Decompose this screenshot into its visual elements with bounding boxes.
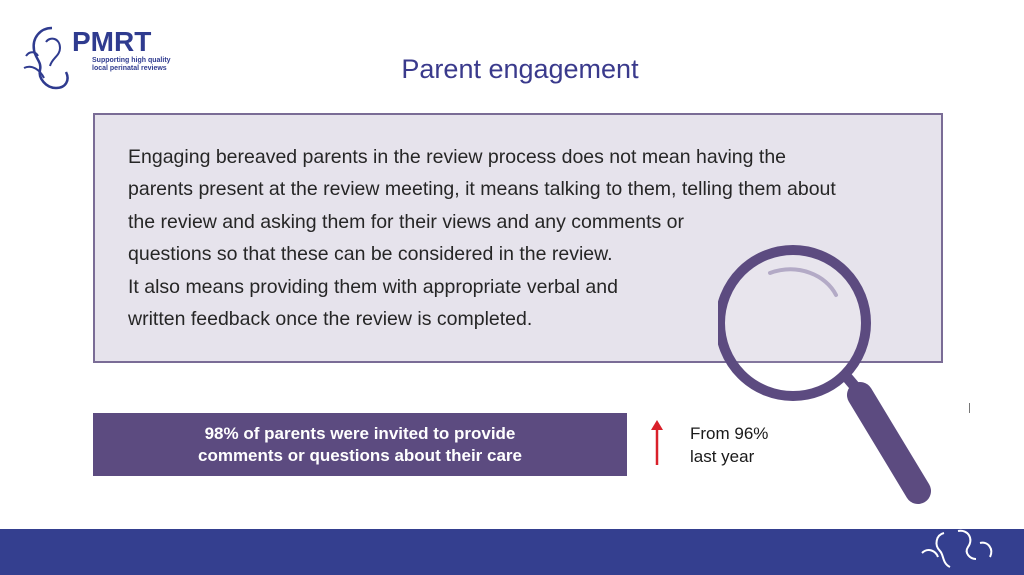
change-line-2: last year bbox=[690, 447, 755, 466]
divider-tick bbox=[969, 403, 970, 413]
stat-banner bbox=[93, 413, 627, 476]
footer-baby-icon bbox=[914, 523, 1014, 575]
stat-line-1: 98% of parents were invited to provide bbox=[204, 423, 516, 443]
change-line-1: From 96% bbox=[690, 424, 769, 443]
paragraph-line-3: the review and asking them for their views and any comments or bbox=[128, 210, 685, 233]
logo-tagline-line2: local perinatal reviews bbox=[92, 65, 167, 72]
logo-name: PMRT bbox=[72, 26, 152, 57]
arrow-up-icon bbox=[650, 420, 664, 466]
paragraph-line-5: It also means providing them with appropriate verbal and bbox=[128, 275, 618, 298]
slide-title: Parent engagement bbox=[401, 54, 639, 84]
paragraph-line-1: Engaging bereaved parents in the review process does not mean having the bbox=[128, 146, 787, 168]
paragraph-line-6: written feedback once the review is completed. bbox=[128, 308, 533, 331]
logo-tagline-line1: Supporting high quality bbox=[92, 57, 171, 64]
paragraph-line-2: parents present at the review meeting, it means talking to them, telling them about bbox=[128, 178, 836, 201]
stat-line-2: comments or questions about their care bbox=[197, 445, 522, 465]
magnifying-glass-icon bbox=[718, 243, 938, 513]
change-note bbox=[690, 422, 768, 468]
paragraph-line-4: questions so that these can be considered in the review. bbox=[128, 243, 613, 266]
footer-bar bbox=[0, 529, 1024, 575]
